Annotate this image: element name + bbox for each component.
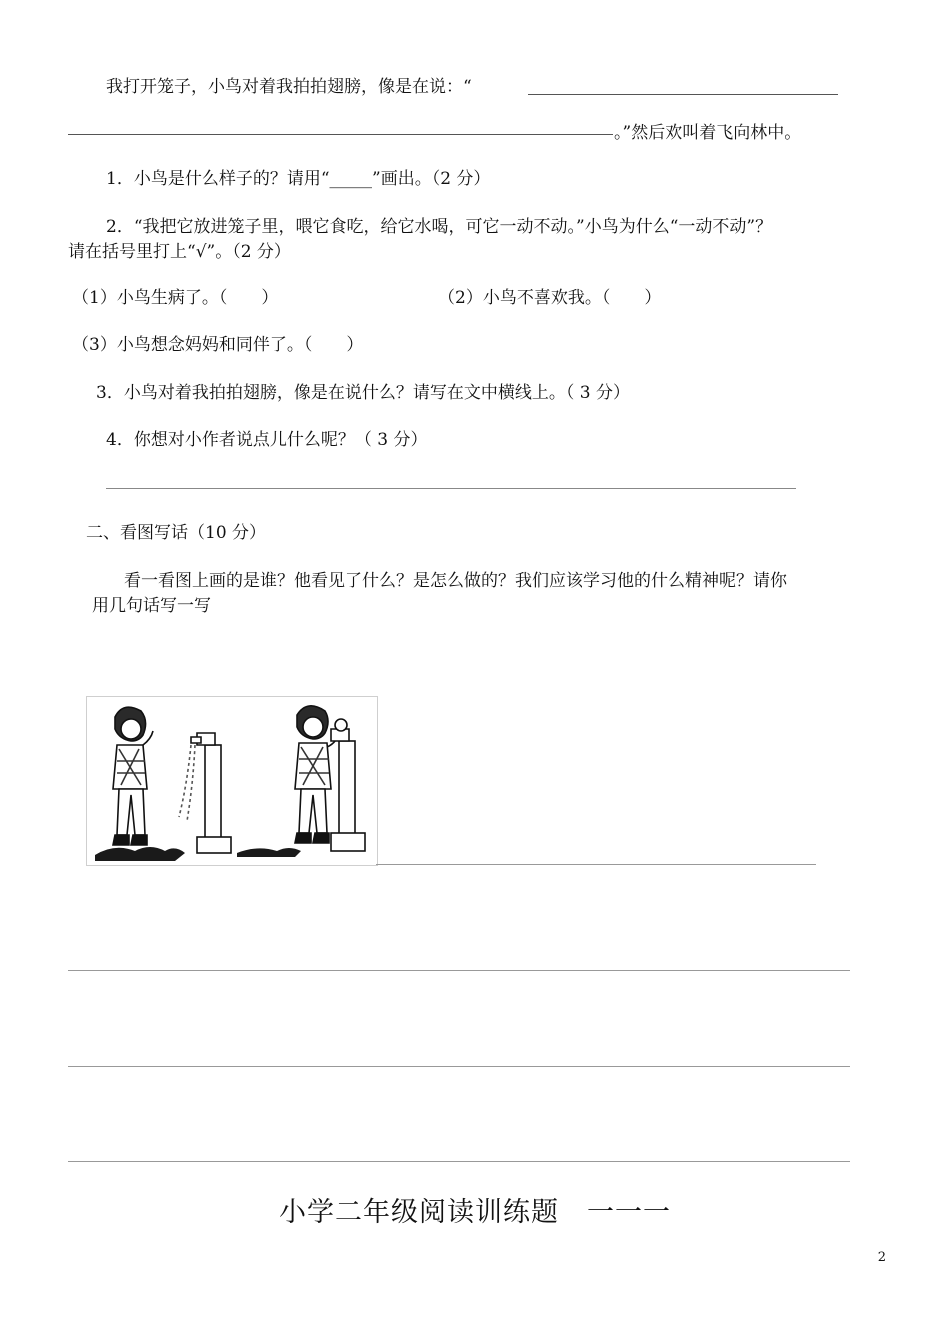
picture-boy-turning-off-tap bbox=[86, 696, 378, 866]
question-1: 1．小鸟是什么样子的？请用“_____”画出。（2 分） bbox=[106, 169, 491, 189]
question-2-line-1: 2．“我把它放进笼子里，喂它食吃，给它水喝，可它一动不动。”小鸟为什么“一动不动”？ bbox=[106, 217, 773, 237]
section-2-prompt-line-2: 用几句话写一写 bbox=[92, 596, 211, 616]
question-2-option-1[interactable]: （1）小鸟生病了。（ ） bbox=[72, 288, 279, 308]
section-2-prompt-line-1: 看一看图上画的是谁？他看见了什么？是怎么做的？我们应该学习他的什么精神呢？请你 bbox=[124, 571, 787, 591]
footer-title: 小学二年级阅读训练题 一一一 bbox=[279, 1197, 671, 1228]
answer-blank-q3-part1[interactable] bbox=[528, 94, 838, 95]
question-3: 3．小鸟对着我拍拍翅膀，像是在说什么？请写在文中横线上。（ 3 分） bbox=[96, 383, 630, 403]
question-2-line-2: 请在括号里打上“√”。（2 分） bbox=[68, 242, 291, 262]
writing-line-3[interactable] bbox=[68, 1066, 850, 1067]
boy-left-figure bbox=[113, 707, 153, 845]
page-number: 2 bbox=[877, 1250, 886, 1265]
question-2-option-2[interactable]: （2）小鸟不喜欢我。（ ） bbox=[438, 288, 662, 308]
boy-right-figure bbox=[295, 706, 341, 843]
answer-line-q4[interactable] bbox=[106, 488, 796, 489]
tap-right bbox=[331, 719, 365, 851]
passage-line-2-end: 。”然后欢叫着飞向林中。 bbox=[614, 123, 802, 143]
tap-left bbox=[179, 733, 231, 853]
question-2-option-3[interactable]: （3）小鸟想念妈妈和同伴了。（ ） bbox=[72, 335, 364, 355]
writing-line-4[interactable] bbox=[68, 1161, 850, 1162]
question-4: 4．你想对小作者说点儿什么呢？（ 3 分） bbox=[106, 430, 428, 450]
writing-line-2[interactable] bbox=[68, 970, 850, 971]
writing-line-1[interactable] bbox=[376, 864, 816, 865]
section-2-heading: 二、看图写话（10 分） bbox=[86, 523, 267, 543]
passage-line-1: 我打开笼子，小鸟对着我拍拍翅膀，像是在说：“ bbox=[106, 77, 472, 97]
answer-blank-q3-part2[interactable] bbox=[68, 134, 613, 135]
illustration-icon bbox=[87, 697, 377, 865]
